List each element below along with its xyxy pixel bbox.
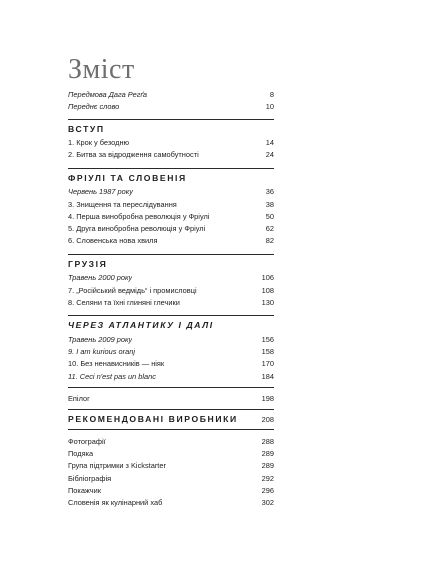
toc-entry xyxy=(68,273,274,282)
toc-entry-page: 106 xyxy=(261,273,274,283)
toc-entry-label: Бібліографія xyxy=(68,473,112,483)
toc-entry-label: 4. Перша винобробна революція у Фріулі xyxy=(68,211,210,221)
section-heading-label: ГРУЗІЯ xyxy=(68,258,108,269)
toc-entry-label: Епілог xyxy=(68,393,90,403)
toc-entry-label: Покажчик xyxy=(68,485,102,495)
toc-entry-label: 6. Словенська нова хвиля xyxy=(68,236,158,246)
toc-entry-page: 292 xyxy=(261,473,274,483)
toc-entry-page: 130 xyxy=(261,297,274,307)
toc-entry xyxy=(68,90,274,99)
toc-entry xyxy=(68,200,274,209)
toc-entry xyxy=(68,372,274,381)
section-heading xyxy=(68,169,274,186)
toc-entry xyxy=(68,474,274,483)
section-heading xyxy=(68,120,274,137)
toc-entry-page: 62 xyxy=(265,224,274,234)
toc-entry xyxy=(68,150,274,159)
toc-entry xyxy=(68,286,274,295)
toc-entry-label: Подяка xyxy=(68,449,94,459)
toc-entry xyxy=(68,298,274,307)
toc-entry-label: 7. „Російський ведмідь“ і промисловці xyxy=(68,285,197,295)
toc-entry-page: 24 xyxy=(265,150,274,160)
toc-entry-label: 5. Друга винобробна революція у Фріулі xyxy=(68,224,206,234)
toc-entry-page: 36 xyxy=(265,187,274,197)
toc-entry-label: Фотографії xyxy=(68,436,106,446)
toc-entry-page: 50 xyxy=(265,211,274,221)
toc-entry-label: Червень 1987 року xyxy=(68,187,133,197)
section-heading-page: 208 xyxy=(261,415,274,425)
toc-entry xyxy=(68,212,274,221)
toc-entry-label: 10. Без ненависників — ніяк xyxy=(68,359,165,369)
toc-entry-page: 289 xyxy=(261,449,274,459)
toc-entry-label: 3. Знищення та переслідування xyxy=(68,199,177,209)
toc-entry-page: 158 xyxy=(261,347,274,357)
toc-entry-label: 9. I am kurious oranj xyxy=(68,347,135,357)
toc-entry-page: 184 xyxy=(261,371,274,381)
table-of-contents xyxy=(68,88,274,507)
toc-entry-page: 8 xyxy=(269,90,274,99)
toc-entry xyxy=(68,461,274,470)
toc-entry xyxy=(68,236,274,245)
section-divider xyxy=(68,387,274,388)
toc-entry-page: 302 xyxy=(261,498,274,508)
section-heading-label: РЕКОМЕНДОВАНІ ВИРОБНИКИ xyxy=(68,414,238,425)
toc-entry-page: 296 xyxy=(261,485,274,495)
section-heading-label: ФРІУЛІ ТА СЛОВЕНІЯ xyxy=(68,172,187,183)
toc-entry-page: 108 xyxy=(261,285,274,295)
toc-entry-label xyxy=(68,461,166,470)
section-heading xyxy=(68,410,274,427)
kickstarter-label: Група підтримки з Kickstarter xyxy=(68,461,166,471)
toc-entry xyxy=(68,486,274,495)
toc-entry-label: 8. Селяни та їхні глиняні глечики xyxy=(68,297,180,307)
toc-entry xyxy=(68,394,274,403)
toc-entry-page: 14 xyxy=(265,138,274,148)
toc-entry-label: Травень 2009 року xyxy=(68,334,133,344)
toc-entry xyxy=(68,335,274,344)
page-title: Зміст xyxy=(68,54,135,85)
toc-entry-label: 1. Крок у безодню xyxy=(68,138,130,148)
section-heading xyxy=(68,316,274,333)
section-heading xyxy=(68,255,274,272)
section-heading-label: ВСТУП xyxy=(68,123,105,134)
toc-entry xyxy=(68,437,274,446)
toc-entry-page: 156 xyxy=(261,334,274,344)
toc-entry xyxy=(68,347,274,356)
toc-entry-page: 288 xyxy=(261,436,274,446)
toc-entry-page: 10 xyxy=(265,102,274,112)
toc-entry-page: 170 xyxy=(261,359,274,369)
toc-entry xyxy=(68,138,274,147)
toc-entry-page: 82 xyxy=(265,236,274,246)
toc-entry-label: 11. Ceci n'est pas un blanc xyxy=(68,371,156,381)
toc-entry-label: 2. Битва за відродження самобутності xyxy=(68,150,199,160)
section-divider xyxy=(68,429,274,430)
section-heading-label: ЧЕРЕЗ АТЛАНТИКУ І ДАЛІ xyxy=(68,320,214,331)
toc-entry xyxy=(68,187,274,196)
toc-entry-label: Словенія як кулінарний хаб xyxy=(68,498,163,508)
toc-entry-page: 289 xyxy=(261,461,274,471)
toc-entry xyxy=(68,449,274,458)
toc-entry-label: Травень 2000 року xyxy=(68,273,133,283)
toc-entry-page: 198 xyxy=(261,393,274,403)
toc-entry xyxy=(68,102,274,111)
toc-entry xyxy=(68,224,274,233)
toc-entry-label: Переднє слово xyxy=(68,102,120,112)
toc-entry xyxy=(68,498,274,507)
toc-entry-label: Передмова Дага Регґа xyxy=(68,90,147,99)
toc-entry xyxy=(68,359,274,368)
toc-entry-page: 38 xyxy=(265,199,274,209)
